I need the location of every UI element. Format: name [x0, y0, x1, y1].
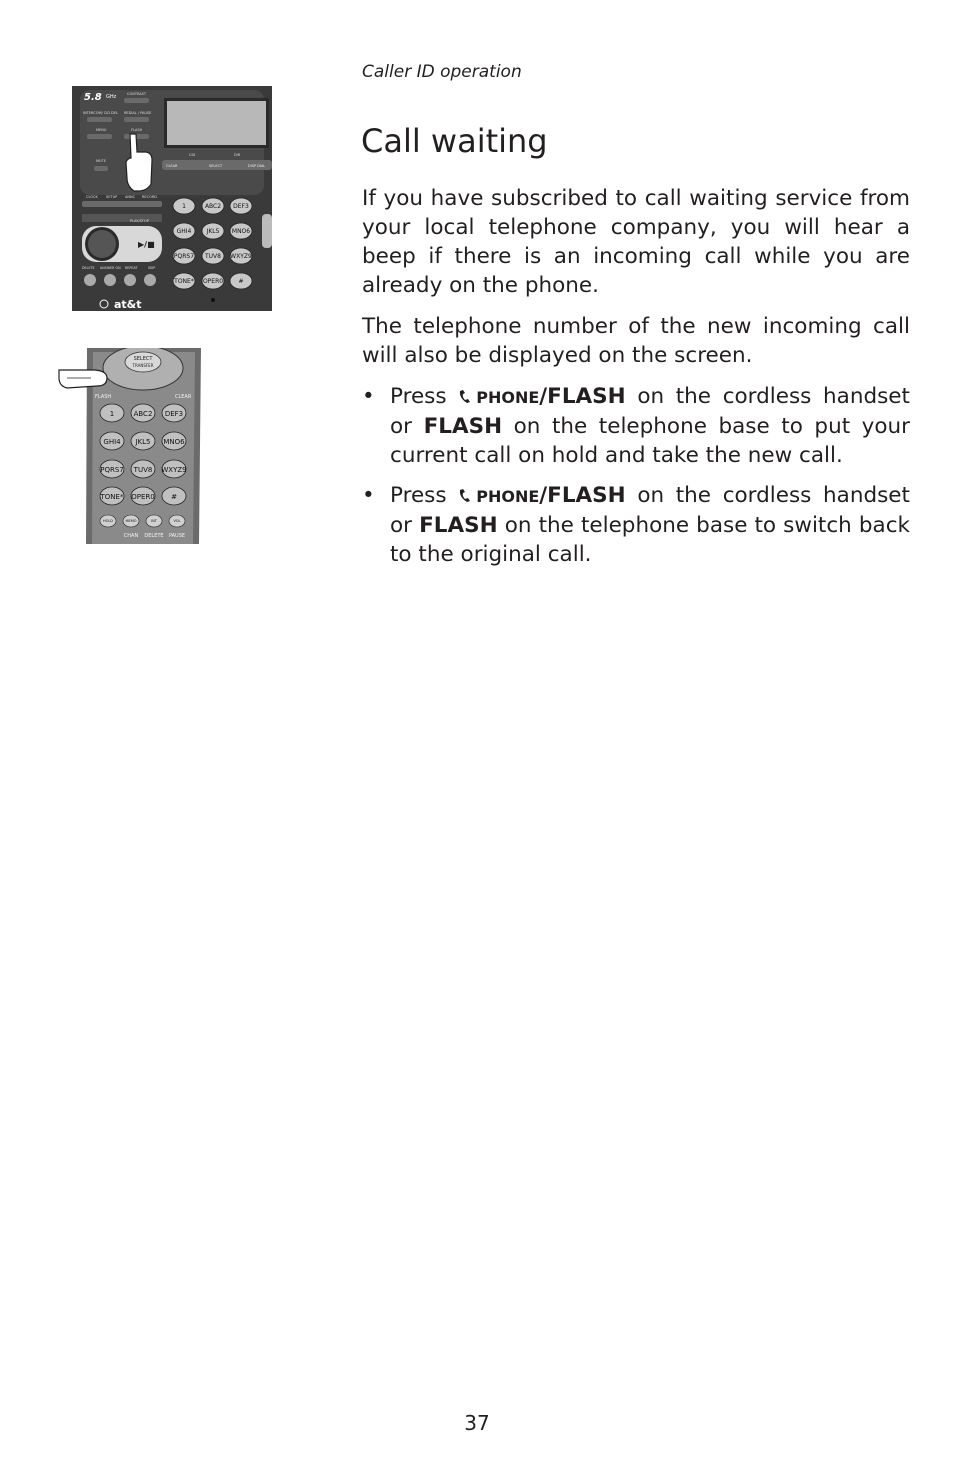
svg-text:WXYZ9: WXYZ9 [230, 253, 252, 260]
flash-key-label: /FLASH [539, 483, 626, 508]
svg-text:▶/■: ▶/■ [138, 240, 155, 249]
svg-text:WXYZ9: WXYZ9 [161, 466, 187, 474]
mute-label: MUTE [96, 159, 106, 163]
redial-label: REDIAL / PAUSE [124, 111, 152, 115]
svg-text:INT: INT [151, 519, 157, 523]
svg-text:OPER0: OPER0 [202, 278, 224, 285]
record-label: RECORD [142, 195, 157, 199]
base-flash-key-label: FLASH [423, 414, 503, 439]
svg-text:HOLD: HOLD [102, 519, 114, 523]
svg-text:CHAN: CHAN [123, 533, 139, 539]
flash-label: FLASH [131, 128, 143, 132]
brand-unit: GHz [106, 94, 117, 100]
svg-text:DELETE: DELETE [144, 533, 164, 539]
clear-label: CLEAR [166, 164, 178, 168]
base-unit-illustration [72, 86, 272, 311]
handset-select-label: SELECT [133, 356, 153, 362]
svg-text:GHI4: GHI4 [176, 228, 192, 235]
svg-text:TUV8: TUV8 [205, 253, 221, 260]
disp-dial-label: DISP DIAL [248, 164, 266, 168]
flash-key-label: /FLASH [539, 384, 626, 409]
svg-text:TONE*: TONE* [174, 278, 194, 285]
svg-text:TUV8: TUV8 [133, 466, 153, 474]
svg-text:DEF3: DEF3 [233, 203, 249, 210]
svg-text:GHI4: GHI4 [103, 438, 121, 446]
phone-key-label: PHONE [476, 487, 540, 506]
svg-text:MEMO: MEMO [125, 519, 137, 523]
instruction-list [362, 382, 910, 569]
play-stop-label: PLAY/STOP [130, 219, 149, 223]
paragraph: The telephone number of the new incoming call will also be displayed on the screen. [362, 314, 910, 368]
repeat-label: REPEAT [125, 266, 138, 270]
base-flash-key-label: FLASH [419, 513, 498, 538]
instruction-item: • Press PHONE/FLASH on the cordless handset or FLASH on the telephone base to switch back to the original call. [362, 481, 910, 569]
running-header: Caller ID operation [362, 62, 522, 82]
handset-illustration [55, 348, 202, 544]
setup-label: SETUP [106, 195, 118, 199]
svg-text:DEF3: DEF3 [164, 410, 184, 418]
svg-text:JKL5: JKL5 [206, 228, 220, 235]
svg-text:#: # [238, 278, 244, 285]
select-label: SELECT [209, 164, 223, 168]
handset-flash-label: FLASH [95, 394, 112, 400]
svg-text:ABC2: ABC2 [133, 410, 153, 418]
svg-text:PQRS7: PQRS7 [173, 253, 195, 260]
phone-handset-icon [458, 488, 476, 504]
att-logo: at&t [114, 298, 142, 311]
body-text [362, 184, 910, 580]
svg-text:MNO6: MNO6 [163, 438, 185, 446]
svg-text:VOL: VOL [173, 519, 181, 523]
clock-label: CLOCK [86, 195, 98, 199]
intercom-label: INTERCOM/ CID DEL [83, 111, 118, 115]
handset-transfer-label: TRANSFER [132, 363, 154, 368]
svg-text:PQRS7: PQRS7 [100, 466, 124, 474]
skip-label: SKIP [148, 266, 156, 270]
svg-text:TONE*: TONE* [100, 493, 124, 501]
svg-text:OPER0: OPER0 [131, 493, 155, 501]
svg-text:1: 1 [182, 203, 186, 210]
page-title: Call waiting [361, 122, 548, 160]
svg-text:MNO6: MNO6 [231, 228, 251, 235]
dir-label: DIR [234, 153, 241, 157]
page-number: 37 [464, 1411, 490, 1435]
svg-text:JKL5: JKL5 [135, 438, 151, 446]
delete-label: DELETE [82, 266, 95, 270]
handset-clear-label: CLEAR [175, 394, 192, 400]
svg-text:1: 1 [109, 410, 115, 418]
phone-key-label: PHONE [476, 388, 540, 407]
instruction-item: • Press PHONE/FLASH on the cordless handset or FLASH on the telephone base to put your current call on hold and take the new call. [362, 382, 910, 470]
cid-label: CID [189, 153, 196, 157]
svg-text:PAUSE: PAUSE [168, 533, 186, 539]
svg-text:ABC2: ABC2 [204, 203, 222, 210]
menu-label: MENU [96, 128, 107, 132]
answer-on-label: ANSWER ON [100, 266, 121, 270]
brand-band: 5.8 [84, 92, 102, 103]
paragraph: If you have subscribed to call waiting service from your local telephone company, you will hear a beep if there is an incoming call while you are already on the phone. [362, 186, 910, 298]
svg-text:#: # [171, 493, 177, 501]
contrast-label: CONTRAST [127, 92, 146, 96]
phone-handset-icon [458, 389, 476, 405]
annc-label: ANNC [125, 195, 136, 199]
